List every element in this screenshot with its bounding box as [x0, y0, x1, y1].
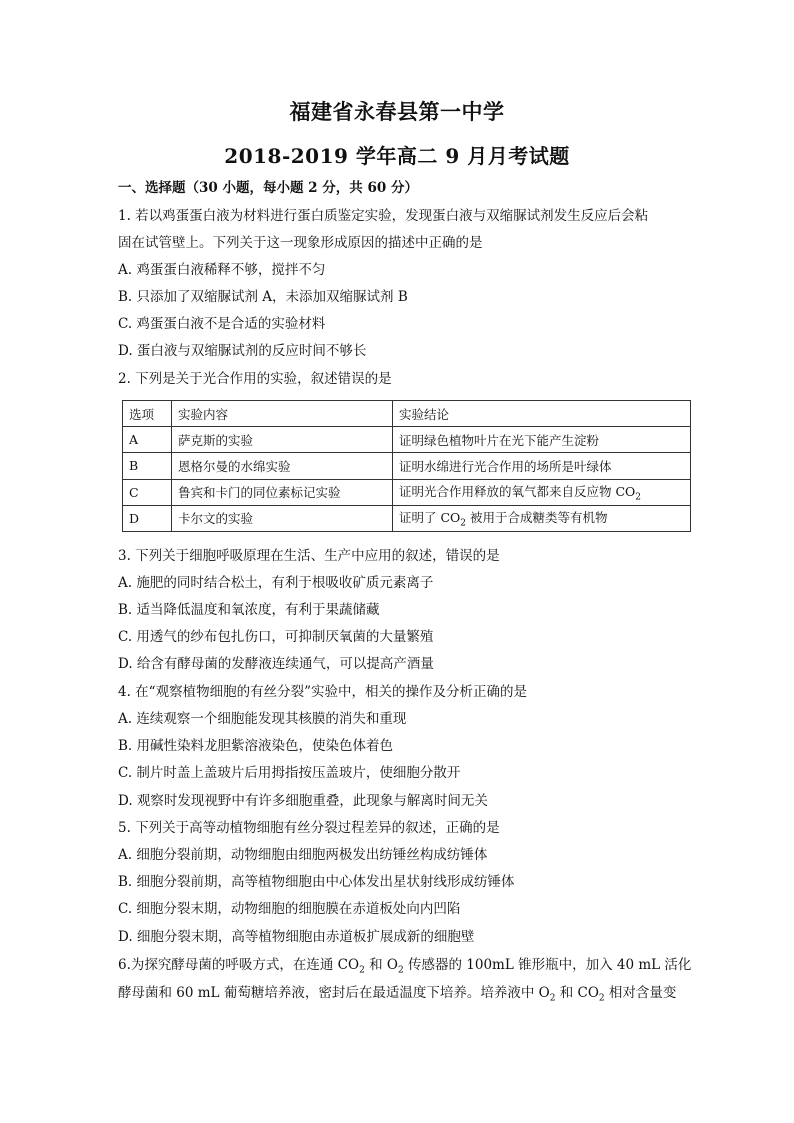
q5-option-a: A. 细胞分裂前期，动物细胞由细胞两极发出纺锤丝构成纺锤体: [118, 847, 488, 863]
q3-option-c: C. 用透气的纱布包扎伤口，可抑制厌氧菌的大量繁殖: [118, 629, 434, 645]
q6-text: 传感器的 100mL 锥形瓶中，加入 40 mL 活化: [403, 957, 692, 973]
q4-stem: 4. 在“观察植物细胞的有丝分裂”实验中，相关的操作及分析正确的是: [118, 684, 527, 700]
table-cell: [393, 505, 691, 531]
table-cell: 证明水绵进行光合作用的场所是叶绿体: [393, 453, 691, 479]
table-row: [123, 479, 691, 505]
q6-text: 和 CO: [555, 985, 599, 1001]
q6-stem-line1: [118, 955, 691, 981]
q1-stem-line1: 1. 若以鸡蛋蛋白液为材料进行蛋白质鉴定实验，发现蛋白液与双缩脲试剂发生反应后会粘: [118, 208, 649, 224]
subscript: 2: [460, 518, 467, 529]
q3-option-b: B. 适当降低温度和氧浓度，有利于果蔬储藏: [118, 602, 380, 618]
subscript: 2: [359, 965, 365, 976]
table-row: [123, 505, 691, 531]
table-cell: 证明绿色植物叶片在光下能产生淀粉: [393, 427, 691, 453]
q3-stem: 3. 下列关于细胞呼吸原理在生活、生产中应用的叙述，错误的是: [118, 548, 500, 564]
table-cell: B: [123, 453, 172, 479]
table-cell: 恩格尔曼的水绵实验: [172, 453, 393, 479]
table-row: [123, 427, 691, 453]
table-cell: 卡尔文的实验: [172, 505, 393, 531]
q3-option-a: A. 施肥的同时结合松土，有利于根吸收矿质元素离子: [118, 575, 434, 591]
q2-stem: 2. 下列是关于光合作用的实验，叙述错误的是: [118, 371, 392, 387]
q1-option-b: B. 只添加了双缩脲试剂 A，未添加双缩脲试剂 B: [118, 289, 408, 305]
q6-text: 6.为探究酵母菌的呼吸方式，在连通 CO: [118, 957, 360, 973]
table-cell: D: [123, 505, 172, 531]
table-cell: 鲁宾和卡门的同位素标记实验: [172, 479, 393, 505]
subscript: 2: [549, 993, 556, 1004]
subscript: 2: [635, 492, 642, 503]
q6-text: 和 O: [364, 957, 398, 973]
q6-stem-line2: [118, 983, 676, 1009]
subscript: 2: [598, 993, 605, 1004]
q5-option-c: C. 细胞分裂末期，动物细胞的细胞膜在赤道板处向内凹陷: [118, 901, 461, 917]
q1-option-d: D. 蛋白液与双缩脲试剂的反应时间不够长: [118, 343, 367, 359]
table-cell-text: 证明了 CO: [399, 510, 461, 526]
q3-option-d: D. 给含有酵母菌的发酵液连续通气，可以提高产酒量: [118, 656, 434, 672]
q5-option-b: B. 细胞分裂前期，高等植物细胞由中心体发出星状射线形成纺锤体: [118, 874, 515, 890]
q1-option-c: C. 鸡蛋蛋白液不是合适的实验材料: [118, 316, 326, 332]
exam-title: 2018-2019 学年高二 9 月月考试题: [224, 144, 570, 168]
section-heading: 一、选择题（30 小题，每小题 2 分，共 60 分）: [118, 180, 418, 196]
q6-text: 相对含量变: [604, 985, 677, 1001]
q1-stem-line2: 固在试管壁上。下列关于这一现象形成原因的描述中正确的是: [118, 235, 483, 251]
table-row: [123, 453, 691, 479]
q4-option-a: A. 连续观察一个细胞能发现其核膜的消失和重现: [118, 711, 407, 727]
q6-text: 酵母菌和 60 mL 葡萄糖培养液，密封后在最适温度下培养。培养液中 O: [118, 985, 550, 1001]
table-cell: A: [123, 427, 172, 453]
q5-option-d: D. 细胞分裂末期，高等植物细胞由赤道板扩展成新的细胞壁: [118, 929, 475, 945]
table-cell-text-tail: 被用于合成糖类等有机物: [466, 510, 608, 526]
subscript: 2: [397, 965, 404, 976]
q1-option-a: A. 鸡蛋蛋白液稀释不够，搅拌不匀: [118, 262, 326, 278]
table-cell: [393, 479, 691, 505]
table-header-cell: 选项: [123, 401, 172, 427]
table-cell: 萨克斯的实验: [172, 427, 393, 453]
q4-option-b: B. 用碱性染料龙胆紫溶液染色，使染色体着色: [118, 738, 394, 754]
table-header-cell: 实验结论: [393, 401, 691, 427]
school-title: 福建省永春县第一中学: [289, 99, 505, 124]
q2-table: [122, 400, 691, 532]
table-header-cell: 实验内容: [172, 401, 393, 427]
q4-option-d: D. 观察时发现视野中有许多细胞重叠，此现象与解离时间无关: [118, 793, 488, 809]
q4-option-c: C. 制片时盖上盖玻片后用拇指按压盖玻片，使细胞分散开: [118, 765, 461, 781]
table-cell: C: [123, 479, 172, 505]
q5-stem: 5. 下列关于高等动植物细胞有丝分裂过程差异的叙述，正确的是: [118, 820, 500, 836]
table-cell-text: 证明光合作用释放的氧气都来自反应物 CO: [399, 483, 636, 499]
table-header-row: [123, 401, 691, 427]
